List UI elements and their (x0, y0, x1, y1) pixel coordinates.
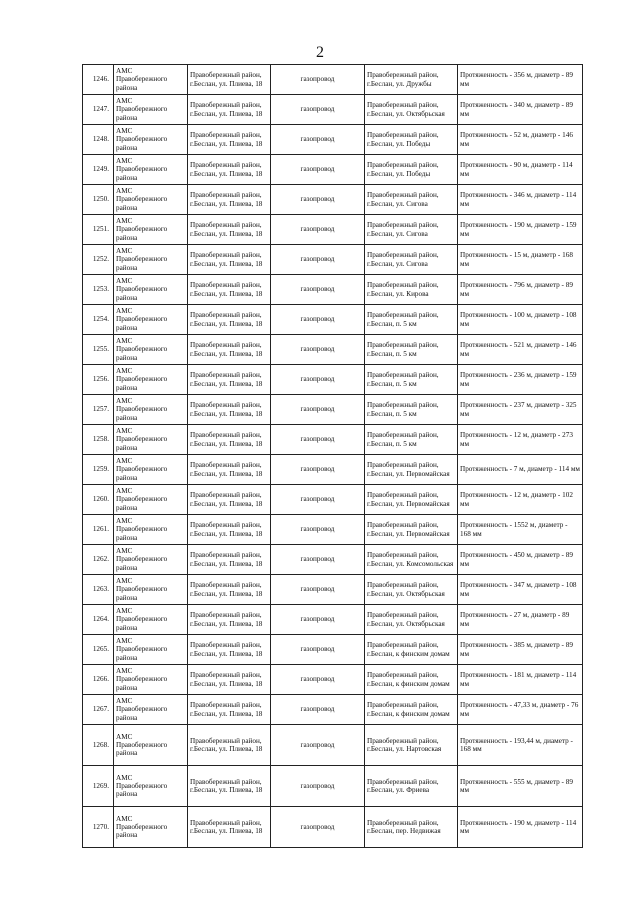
characteristics-cell: Протяженность - 237 м, диаметр - 325 мм (458, 395, 583, 425)
owner-cell: АМС Правобережного района (114, 515, 188, 545)
owner-address-cell: Правобережный район, г.Беслан, ул. Плиева, 18 (188, 766, 271, 807)
page-number: 2 (316, 44, 324, 61)
location-cell: Правобережный район, г.Беслан, ул. Октябрьская (365, 575, 458, 605)
owner-cell: АМС Правобережного района (114, 365, 188, 395)
row-number: 1248. (83, 125, 114, 155)
table-row (83, 575, 583, 605)
location-cell: Правобережный район, г.Беслан, к финским домам (365, 665, 458, 695)
location-cell: Правобережный район, г.Беслан, ул. Первомайская (365, 515, 458, 545)
object-type-cell: газопровод (271, 605, 365, 635)
table-row (83, 65, 583, 95)
object-type-cell: газопровод (271, 766, 365, 807)
location-cell: Правобережный район, г.Беслан, ул. Сигова (365, 215, 458, 245)
characteristics-cell: Протяженность - 12 м, диаметр - 273 мм (458, 425, 583, 455)
table-row (83, 125, 583, 155)
table-row (83, 395, 583, 425)
characteristics-cell: Протяженность - 100 м, диаметр - 108 мм (458, 305, 583, 335)
characteristics-cell: Протяженность - 52 м, диаметр - 146 мм (458, 125, 583, 155)
table-row (83, 605, 583, 635)
owner-address-cell: Правобережный район, г.Беслан, ул. Плиева, 18 (188, 305, 271, 335)
row-number: 1251. (83, 215, 114, 245)
owner-address-cell: Правобережный район, г.Беслан, ул. Плиева, 18 (188, 65, 271, 95)
characteristics-cell: Протяженность - 385 м, диаметр - 89 мм (458, 635, 583, 665)
location-cell: Правобережный район, г.Беслан, п. 5 км (365, 395, 458, 425)
table-row (83, 215, 583, 245)
object-type-cell: газопровод (271, 95, 365, 125)
object-type-cell: газопровод (271, 545, 365, 575)
location-cell: Правобережный район, г.Беслан, ул. Победы (365, 125, 458, 155)
characteristics-cell: Протяженность - 555 м, диаметр - 89 мм (458, 766, 583, 807)
characteristics-cell: Протяженность - 7 м, диаметр - 114 мм (458, 455, 583, 485)
object-type-cell: газопровод (271, 395, 365, 425)
row-number: 1261. (83, 515, 114, 545)
owner-address-cell: Правобережный район, г.Беслан, ул. Плиева, 18 (188, 485, 271, 515)
table-row (83, 275, 583, 305)
location-cell: Правобережный район, г.Беслан, п. 5 км (365, 365, 458, 395)
row-number: 1250. (83, 185, 114, 215)
owner-cell: АМС Правобережного района (114, 245, 188, 275)
owner-cell: АМС Правобережного района (114, 635, 188, 665)
owner-cell: АМС Правобережного района (114, 695, 188, 725)
owner-address-cell: Правобережный район, г.Беслан, ул. Плиева, 18 (188, 807, 271, 848)
row-number: 1264. (83, 605, 114, 635)
row-number: 1254. (83, 305, 114, 335)
table-row (83, 725, 583, 766)
characteristics-cell: Протяженность - 181 м, диаметр - 114 мм (458, 665, 583, 695)
table-row (83, 335, 583, 365)
table-row (83, 766, 583, 807)
owner-address-cell: Правобережный район, г.Беслан, ул. Плиева, 18 (188, 605, 271, 635)
owner-cell: АМС Правобережного района (114, 125, 188, 155)
owner-address-cell: Правобережный район, г.Беслан, ул. Плиева, 18 (188, 695, 271, 725)
object-type-cell: газопровод (271, 215, 365, 245)
owner-cell: АМС Правобережного района (114, 665, 188, 695)
row-number: 1259. (83, 455, 114, 485)
location-cell: Правобережный район, г.Беслан, ул. Фриева (365, 766, 458, 807)
location-cell: Правобережный район, г.Беслан, ул. Нартовская (365, 725, 458, 766)
characteristics-cell: Протяженность - 190 м, диаметр - 159 мм (458, 215, 583, 245)
owner-address-cell: Правобережный район, г.Беслан, ул. Плиева, 18 (188, 365, 271, 395)
owner-cell: АМС Правобережного района (114, 455, 188, 485)
owner-address-cell: Правобережный район, г.Беслан, ул. Плиева, 18 (188, 125, 271, 155)
location-cell: Правобережный район, г.Беслан, ул. Первомайская (365, 485, 458, 515)
row-number: 1267. (83, 695, 114, 725)
object-type-cell: газопровод (271, 515, 365, 545)
characteristics-cell: Протяженность - 347 м, диаметр - 108 мм (458, 575, 583, 605)
table-row (83, 365, 583, 395)
owner-cell: АМС Правобережного района (114, 766, 188, 807)
owner-cell: АМС Правобережного района (114, 807, 188, 848)
owner-address-cell: Правобережный район, г.Беслан, ул. Плиева, 18 (188, 155, 271, 185)
location-cell: Правобережный район, г.Беслан, ул. Октябрьская (365, 605, 458, 635)
object-type-cell: газопровод (271, 155, 365, 185)
object-type-cell: газопровод (271, 575, 365, 605)
characteristics-cell: Протяженность - 356 м, диаметр - 89 мм (458, 65, 583, 95)
row-number: 1256. (83, 365, 114, 395)
table-row (83, 185, 583, 215)
object-type-cell: газопровод (271, 365, 365, 395)
table-row (83, 485, 583, 515)
object-type-cell: газопровод (271, 305, 365, 335)
owner-address-cell: Правобережный район, г.Беслан, ул. Плиева, 18 (188, 275, 271, 305)
row-number: 1258. (83, 425, 114, 455)
owner-address-cell: Правобережный район, г.Беслан, ул. Плиева, 18 (188, 515, 271, 545)
object-type-cell: газопровод (271, 185, 365, 215)
location-cell: Правобережный район, г.Беслан, п. 5 км (365, 305, 458, 335)
object-type-cell: газопровод (271, 695, 365, 725)
owner-address-cell: Правобережный район, г.Беслан, ул. Плиева, 18 (188, 455, 271, 485)
table-row (83, 155, 583, 185)
owner-cell: АМС Правобережного района (114, 215, 188, 245)
row-number: 1257. (83, 395, 114, 425)
row-number: 1247. (83, 95, 114, 125)
location-cell: Правобережный район, г.Беслан, к финским домам (365, 695, 458, 725)
table-row (83, 635, 583, 665)
row-number: 1246. (83, 65, 114, 95)
owner-address-cell: Правобережный район, г.Беслан, ул. Плиева, 18 (188, 245, 271, 275)
characteristics-cell: Протяженность - 90 м, диаметр - 114 мм (458, 155, 583, 185)
location-cell: Правобережный район, г.Беслан, п. 5 км (365, 335, 458, 365)
table-row (83, 807, 583, 848)
object-type-cell: газопровод (271, 125, 365, 155)
owner-cell: АМС Правобережного района (114, 545, 188, 575)
object-type-cell: газопровод (271, 725, 365, 766)
row-number: 1266. (83, 665, 114, 695)
row-number: 1252. (83, 245, 114, 275)
owner-address-cell: Правобережный район, г.Беслан, ул. Плиева, 18 (188, 95, 271, 125)
row-number: 1269. (83, 766, 114, 807)
characteristics-cell: Протяженность - 521 м, диаметр - 146 мм (458, 335, 583, 365)
owner-cell: АМС Правобережного района (114, 395, 188, 425)
owner-cell: АМС Правобережного района (114, 605, 188, 635)
table-row (83, 665, 583, 695)
characteristics-cell: Протяженность - 15 м, диаметр - 168 мм (458, 245, 583, 275)
characteristics-cell: Протяженность - 340 м, диаметр - 89 мм (458, 95, 583, 125)
row-number: 1262. (83, 545, 114, 575)
owner-address-cell: Правобережный район, г.Беслан, ул. Плиева, 18 (188, 395, 271, 425)
row-number: 1249. (83, 155, 114, 185)
owner-address-cell: Правобережный район, г.Беслан, ул. Плиева, 18 (188, 185, 271, 215)
location-cell: Правобережный район, г.Беслан, пер. Недвижая (365, 807, 458, 848)
owner-address-cell: Правобережный район, г.Беслан, ул. Плиева, 18 (188, 545, 271, 575)
row-number: 1260. (83, 485, 114, 515)
location-cell: Правобережный район, г.Беслан, ул. Комсомольская (365, 545, 458, 575)
row-number: 1270. (83, 807, 114, 848)
location-cell: Правобережный район, г.Беслан, ул. Октябрьская (365, 95, 458, 125)
characteristics-cell: Протяженность - 796 м, диаметр - 89 мм (458, 275, 583, 305)
characteristics-cell: Протяженность - 193,44 м, диаметр - 168 мм (458, 725, 583, 766)
owner-address-cell: Правобережный район, г.Беслан, ул. Плиева, 18 (188, 215, 271, 245)
object-type-cell: газопровод (271, 635, 365, 665)
location-cell: Правобережный район, г.Беслан, п. 5 км (365, 425, 458, 455)
object-type-cell: газопровод (271, 275, 365, 305)
row-number: 1255. (83, 335, 114, 365)
object-type-cell: газопровод (271, 335, 365, 365)
owner-cell: АМС Правобережного района (114, 335, 188, 365)
owner-address-cell: Правобережный район, г.Беслан, ул. Плиева, 18 (188, 425, 271, 455)
owner-address-cell: Правобережный район, г.Беслан, ул. Плиева, 18 (188, 575, 271, 605)
characteristics-cell: Протяженность - 1552 м, диаметр - 168 мм (458, 515, 583, 545)
table-row (83, 695, 583, 725)
owner-cell: АМС Правобережного района (114, 305, 188, 335)
location-cell: Правобережный район, г.Беслан, ул. Сигова (365, 245, 458, 275)
owner-address-cell: Правобережный район, г.Беслан, ул. Плиева, 18 (188, 665, 271, 695)
object-type-cell: газопровод (271, 65, 365, 95)
characteristics-cell: Протяженность - 346 м, диаметр - 114 мм (458, 185, 583, 215)
owner-cell: АМС Правобережного района (114, 725, 188, 766)
owner-cell: АМС Правобережного района (114, 185, 188, 215)
object-type-cell: газопровод (271, 245, 365, 275)
property-register-table (82, 64, 583, 848)
location-cell: Правобережный район, г.Беслан, ул. Кирова (365, 275, 458, 305)
object-type-cell: газопровод (271, 807, 365, 848)
characteristics-cell: Протяженность - 27 м, диаметр - 89 мм (458, 605, 583, 635)
owner-address-cell: Правобережный район, г.Беслан, ул. Плиева, 18 (188, 725, 271, 766)
table-row (83, 455, 583, 485)
characteristics-cell: Протяженность - 190 м, диаметр - 114 мм (458, 807, 583, 848)
characteristics-cell: Протяженность - 236 м, диаметр - 159 мм (458, 365, 583, 395)
table-row (83, 245, 583, 275)
table-row (83, 515, 583, 545)
object-type-cell: газопровод (271, 665, 365, 695)
characteristics-cell: Протяженность - 47,33 м, диаметр - 76 мм (458, 695, 583, 725)
location-cell: Правобережный район, г.Беслан, ул. Первомайская (365, 455, 458, 485)
object-type-cell: газопровод (271, 455, 365, 485)
table-row (83, 95, 583, 125)
characteristics-cell: Протяженность - 12 м, диаметр - 102 мм (458, 485, 583, 515)
location-cell: Правобережный район, г.Беслан, ул. Дружбы (365, 65, 458, 95)
owner-address-cell: Правобережный район, г.Беслан, ул. Плиева, 18 (188, 635, 271, 665)
object-type-cell: газопровод (271, 485, 365, 515)
table-row (83, 545, 583, 575)
location-cell: Правобережный район, г.Беслан, к финским домам (365, 635, 458, 665)
owner-address-cell: Правобережный район, г.Беслан, ул. Плиева, 18 (188, 335, 271, 365)
owner-cell: АМС Правобережного района (114, 275, 188, 305)
location-cell: Правобережный район, г.Беслан, ул. Сигова (365, 185, 458, 215)
owner-cell: АМС Правобережного района (114, 65, 188, 95)
owner-cell: АМС Правобережного района (114, 425, 188, 455)
table-row (83, 305, 583, 335)
row-number: 1268. (83, 725, 114, 766)
owner-cell: АМС Правобережного района (114, 155, 188, 185)
object-type-cell: газопровод (271, 425, 365, 455)
owner-cell: АМС Правобережного района (114, 485, 188, 515)
owner-cell: АМС Правобережного района (114, 575, 188, 605)
row-number: 1253. (83, 275, 114, 305)
row-number: 1265. (83, 635, 114, 665)
row-number: 1263. (83, 575, 114, 605)
owner-cell: АМС Правобережного района (114, 95, 188, 125)
location-cell: Правобережный район, г.Беслан, ул. Победы (365, 155, 458, 185)
characteristics-cell: Протяженность - 450 м, диаметр - 89 мм (458, 545, 583, 575)
table-row (83, 425, 583, 455)
